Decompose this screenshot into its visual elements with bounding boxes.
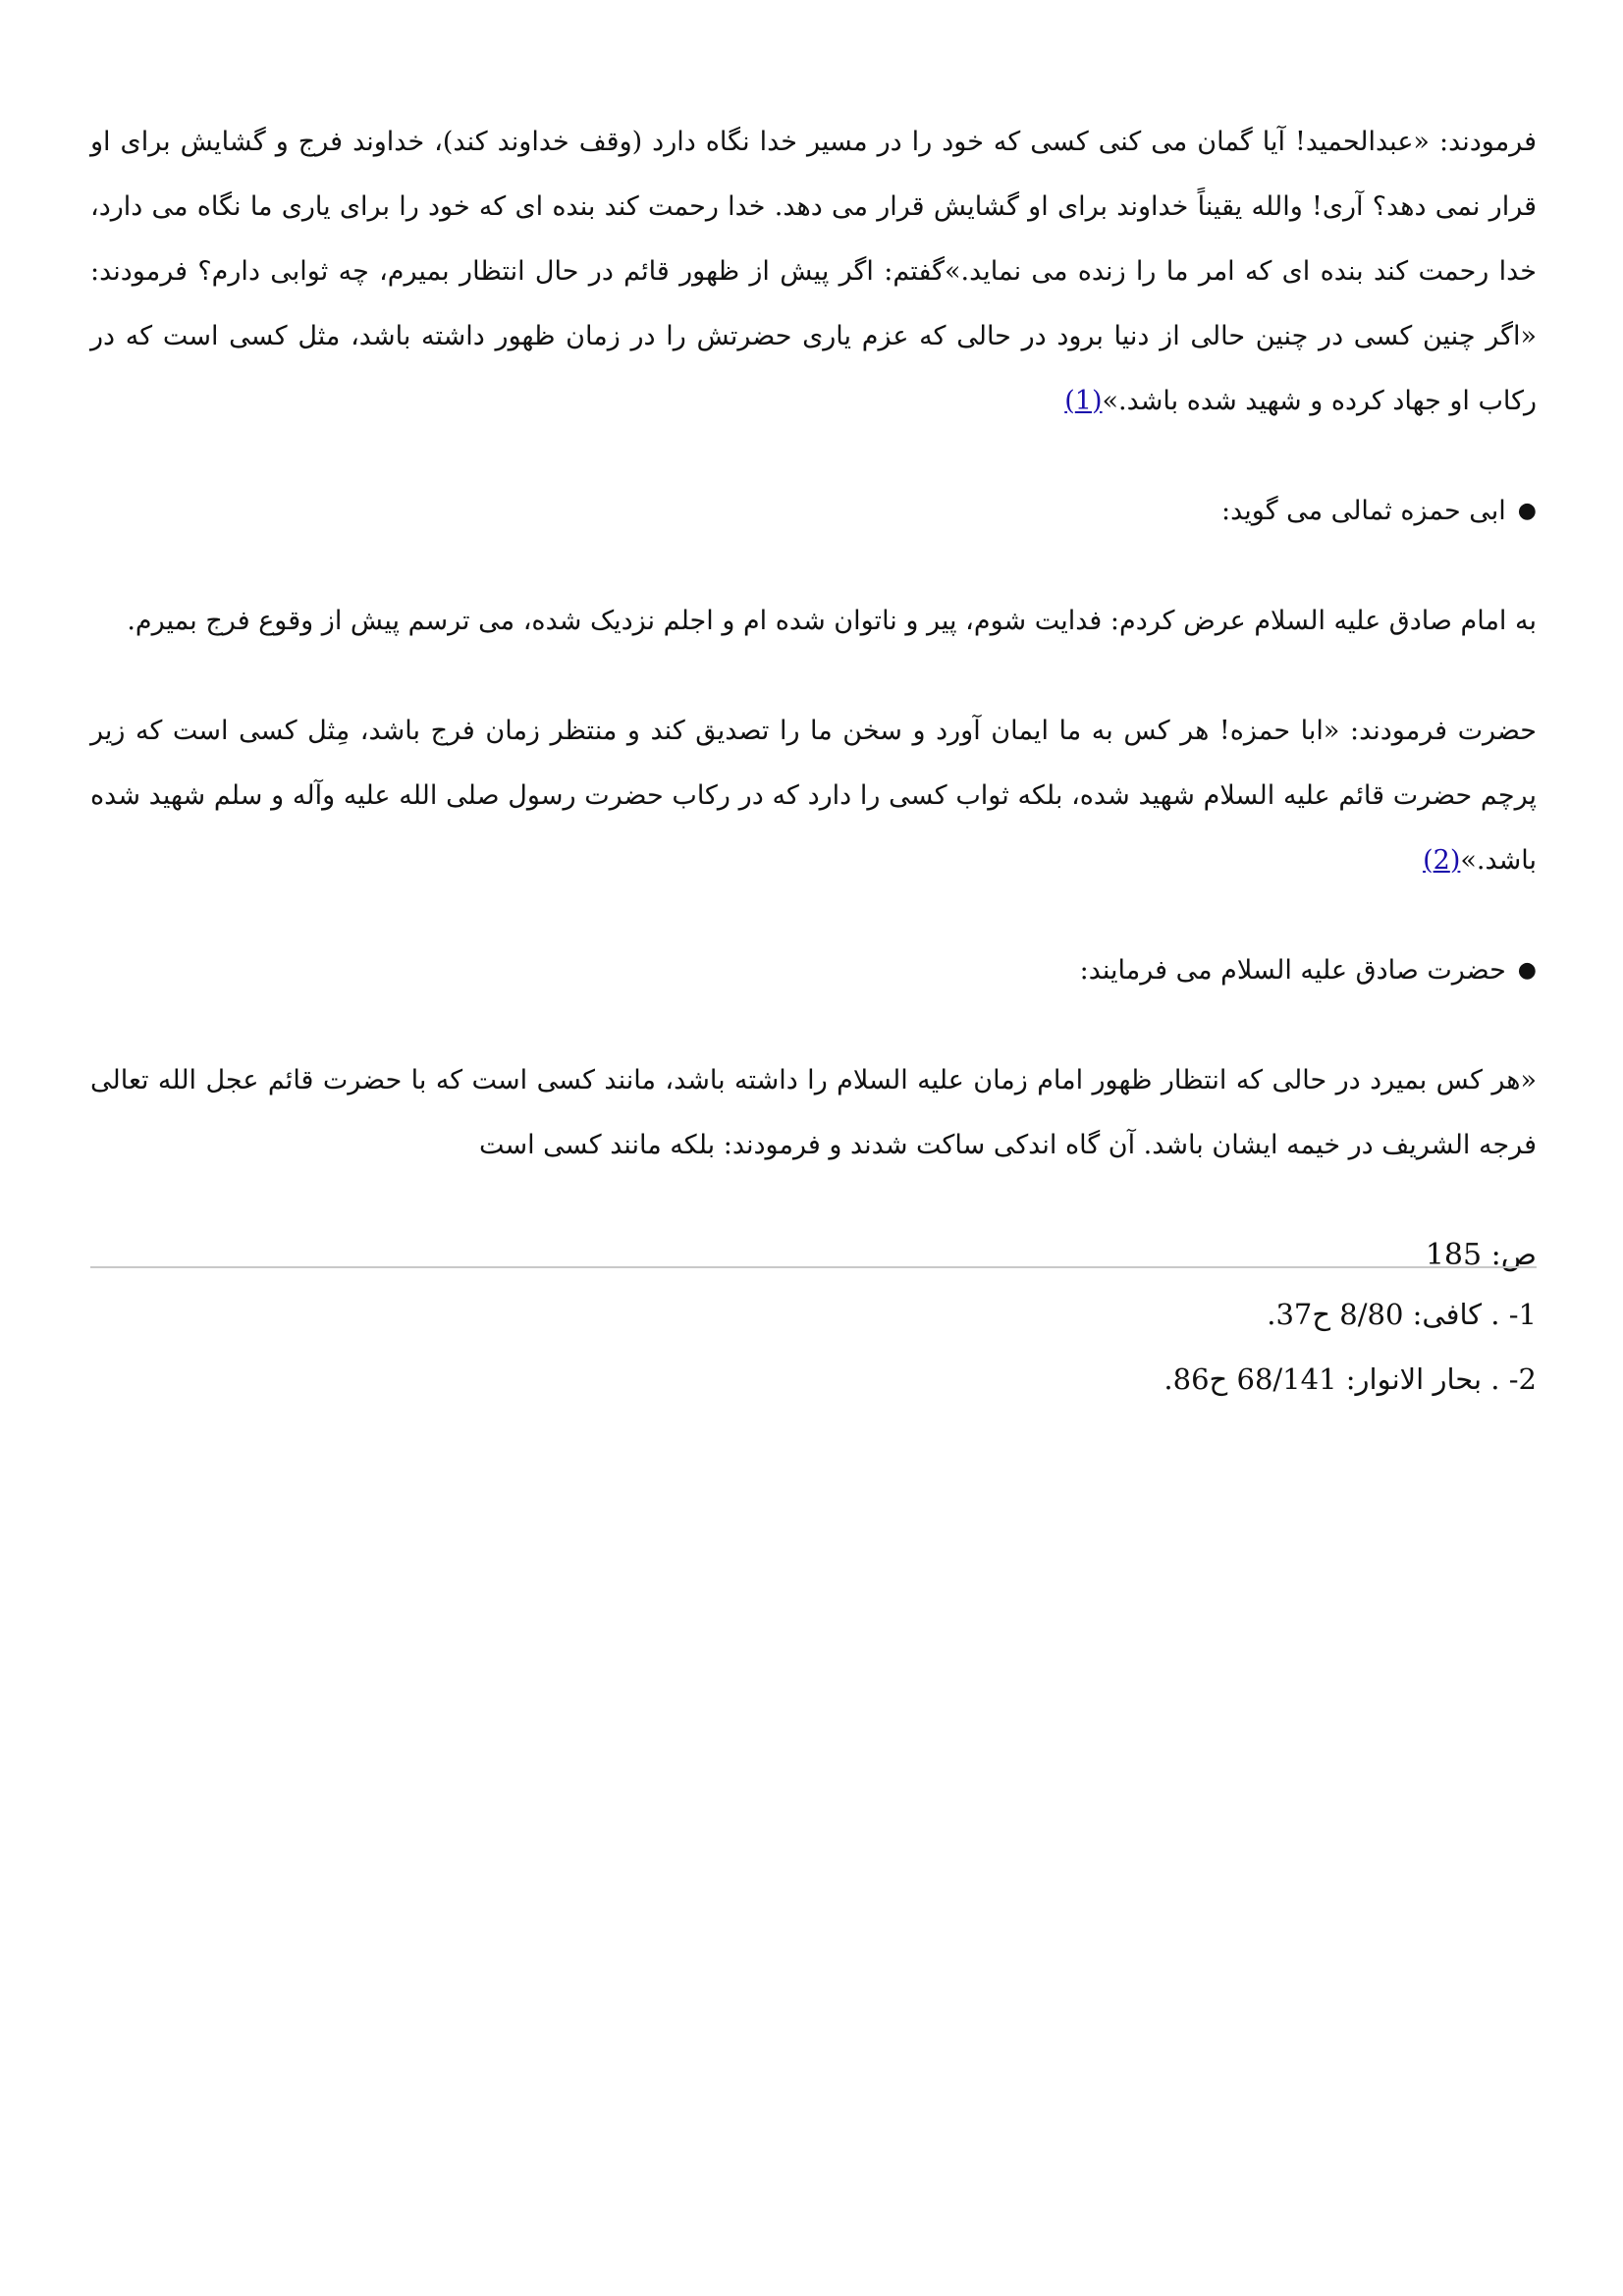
bullet-icon: ●	[1517, 958, 1537, 983]
main-text	[90, 110, 1537, 1288]
paragraph-4: «هر کس بمیرد در حالی که انتظار ظهور امام زمان علیه السلام را داشته باشد، مانند کسی است که با حضرت قائم عجل الله تعالی فرجه الشریف در خیمه ایشان باشد. آن گاه اندکی ساکت شدند و فرمودند: بلکه مانند کسی است	[90, 1065, 1537, 1160]
footnote-2: 2- . بحار الانوار: 68/141 ح86.	[1163, 1362, 1537, 1396]
footnote-1: 1- . کافی: 8/80 ح37.	[1267, 1298, 1537, 1331]
page-number: ص: 185	[1425, 1238, 1537, 1272]
paragraph-3	[90, 699, 1537, 893]
paragraph-2: به امام صادق علیه السلام عرض کردم: فدایت شوم، پیر و ناتوان شده ام و اجلم نزدیک شده، می ترسم پیش از وقوع فرج بمیرم.	[127, 606, 1537, 636]
bullet-icon: ●	[1517, 499, 1537, 523]
paragraph-1-text: فرمودند: «عبدالحمید! آیا گمان می کنی کسی که خود را در مسیر خدا نگاه دارد (وقف خداوند کند)، خداوند فرج و گشایش برای او قرار نمی دهد؟ آری! والله یقیناً خداوند برای او گشایش قرار می دهد. خدا رحمت کند بنده ای که خود را برای یاری ما نگاه می دارد، خدا رحمت کند بنده ای که امر ما را زنده می نماید.»گفتم: اگر پیش از ظهور قائم در حال انتظار بمیرم، چه ثوابی دارم؟ فرمودند: «اگر چنین کسی در چنین حالی از دنیا برود در حالی که عزم یاری حضرتش را در زمان ظهور داشته باشد، مثل کسی است که در رکاب او جهاد کرده و شهید شده باشد.»	[90, 127, 1537, 416]
footnote-link-1[interactable]: (1)	[1064, 386, 1103, 416]
bullet-item-1-text: ابی حمزه ثمالی می گوید:	[1220, 496, 1506, 526]
bullet-item-2	[90, 938, 1537, 1003]
footnote-link-2[interactable]: (2)	[1423, 845, 1461, 876]
footnotes-section	[90, 1282, 1537, 1412]
paragraph-3-text: حضرت فرمودند: «ابا حمزه! هر کس به ما ایمان آورد و سخن ما را تصدیق کند و منتظر زمان فرج باشد، مِثل کسی است که زیر پرچم حضرت قائم علیه السلام شهید شده، بلکه ثواب کسی را دارد که در رکاب حضرت رسول صلی الله علیه وآله و سلم شهید شده باشد.»	[90, 716, 1537, 876]
bullet-item-2-text: حضرت صادق علیه السلام می فرمایند:	[1079, 955, 1506, 986]
footnote-divider	[90, 1266, 1537, 1268]
paragraph-1	[90, 110, 1537, 434]
bullet-item-1	[90, 479, 1537, 544]
